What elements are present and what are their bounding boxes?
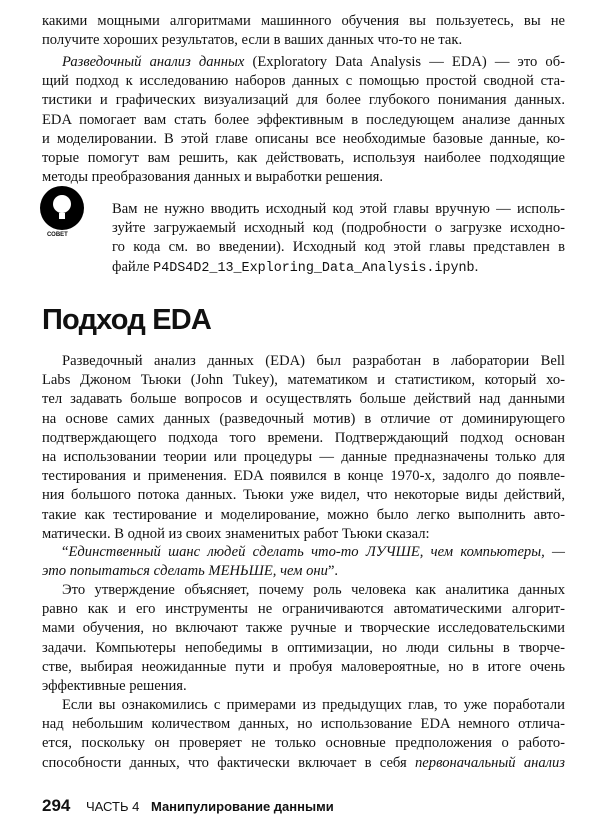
text-line <box>42 562 565 581</box>
tip-label: СОВЕТ <box>47 232 68 238</box>
text-line <box>42 486 565 505</box>
page-number: 294 <box>42 796 71 815</box>
lightbulb-icon <box>40 186 84 230</box>
text-line <box>42 168 565 187</box>
italic-text: первоначальный анализ <box>415 754 566 771</box>
text-segment: на использовании теории или процедуры — данные предназначены только для <box>42 448 565 465</box>
paragraph-human-role <box>42 581 565 696</box>
text-segment: го кода см. во введении). Исходный код этой главы представлен в <box>112 239 565 256</box>
text-line <box>112 258 565 277</box>
text-line <box>42 130 565 149</box>
text-segment: щий подход к исследованию наборов данных с помощью простой сводной ста- <box>42 73 565 90</box>
text-segment: какими мощными алгоритмами машинного обучения вы пользуетесь, вы не <box>42 13 565 29</box>
text-line <box>42 677 565 696</box>
text-segment: над небольшим количеством данных, но использование EDA немного отлича- <box>42 716 565 733</box>
text-segment: файле <box>112 258 154 275</box>
text-segment: ния большого потока данных. Тьюки уже видел, что некоторые виды действий, <box>42 487 565 504</box>
text-line <box>42 91 565 110</box>
text-segment: тел задавать больше вопросов и осуществлять больше действий над данными <box>42 391 565 408</box>
text-segment: получите хороших результатов, если в ваших данных что-то не так. <box>42 32 463 49</box>
text-line <box>42 31 565 50</box>
filename: P4DS4D2_13_Exploring_Data_Analysis.ipynb <box>153 260 475 276</box>
text-line <box>42 352 565 371</box>
italic-text: Единственный шанс людей сделать что-то ЛУЧШЕ, чем компьютеры, — <box>68 544 565 560</box>
text-line <box>42 525 565 544</box>
text-segment: подтверждающего подхода того времени. Подтверждающий подход основан <box>42 429 565 446</box>
text-segment: на основе самих данных (разведочный мотив) в отличие от доминирующего <box>42 410 565 427</box>
paragraph-eda-difference <box>42 696 565 773</box>
text-line <box>42 390 565 409</box>
tip-text <box>112 200 565 277</box>
part-label: ЧАСТЬ 4 <box>86 799 140 814</box>
text-segment: . <box>474 258 479 275</box>
text-segment: торые помогут вам решить, как действовать, используя наиболее подходящие <box>42 149 565 166</box>
paragraph-eda-history <box>42 352 565 544</box>
text-segment: матически. В одной из своих знаменитых работ Тьюки сказал: <box>42 525 430 542</box>
text-segment: (Exploratory Data Analysis — EDA) — это об- <box>244 54 565 70</box>
italic-text: это попытаться сделать МЕНЬШЕ, чем они <box>42 563 328 580</box>
text-line <box>42 149 565 168</box>
text-segment: мами обучения, но включают также ручные и творческие исследовательскими <box>42 620 565 637</box>
text-segment: Разведочный анализ данных (EDA) был разработан в лаборатории Bell <box>62 353 565 369</box>
text-line <box>42 754 565 773</box>
italic-text: Разведочный анализ данных <box>62 54 245 70</box>
paragraph-eda-definition <box>42 53 565 187</box>
text-segment: тестирования и применения. EDA появился в конце 1970-х, задолго до появле- <box>42 468 565 485</box>
text-segment: равно как и его инструменты не ограничиваются автоматическими алгорит- <box>42 601 565 618</box>
text-line <box>42 734 565 753</box>
text-line <box>42 410 565 429</box>
text-line <box>42 619 565 638</box>
text-segment: Вам не нужно вводить исходный код этой главы вручную — исполь- <box>112 201 565 217</box>
text-segment: Если вы ознакомились с примерами из предыдущих глав, то уже поработали <box>62 697 565 713</box>
section-heading: Подход EDA <box>42 304 212 336</box>
text-segment: эффективные решения. <box>42 677 187 694</box>
text-line <box>42 53 565 72</box>
text-line <box>42 111 565 130</box>
text-segment: ”. <box>327 563 339 580</box>
text-line <box>42 543 565 562</box>
paragraph-intro-end <box>42 12 565 50</box>
text-line <box>112 238 565 257</box>
part-title: Манипулирование данными <box>150 799 334 814</box>
text-line <box>42 429 565 448</box>
text-line <box>42 658 565 677</box>
text-line <box>42 506 565 525</box>
text-line <box>112 219 565 238</box>
text-line <box>42 639 565 658</box>
text-segment: Это утверждение объясняет, почему роль человека как аналитика данных <box>62 582 565 598</box>
text-segment: такие как тестирование и моделирование, можно было легко выполнить авто- <box>42 506 565 523</box>
text-segment: способности данных, что фактически включает в себя <box>42 754 415 771</box>
text-segment: EDA помогает вам стать более эффективным в последующем анализе данных <box>42 111 565 128</box>
tukey-quote <box>42 543 565 581</box>
text-line <box>42 715 565 734</box>
text-line <box>42 696 565 715</box>
text-segment: Labs Джоном Тьюки (John Tukey), математиком и статистиком, который хо- <box>42 372 565 389</box>
text-segment: “ <box>62 544 69 560</box>
text-line <box>42 12 565 31</box>
text-line <box>42 467 565 486</box>
text-segment: ется, поскольку он проверяет не только основные предположения о работо- <box>42 735 565 752</box>
text-line <box>42 581 565 600</box>
text-line <box>42 371 565 390</box>
text-line <box>42 72 565 91</box>
page-footer <box>42 796 334 816</box>
text-segment: тистики и графических визуализаций для более глубокого понимания данных. <box>42 92 565 109</box>
text-segment: методы преобразования данных и выработки решения. <box>42 169 383 186</box>
text-segment: задачи. Компьютеры непобедимы в оптимизации, но люди сильны в творче- <box>42 639 565 656</box>
text-line <box>42 448 565 467</box>
text-segment: стве, выбирая неожиданные пути и пробуя маловероятные, но в итоге очень <box>42 658 565 675</box>
text-line <box>42 600 565 619</box>
text-segment: зуйте загружаемый исходный код (подробности о загрузке исходно- <box>112 220 565 237</box>
text-line <box>112 200 565 219</box>
text-segment: и моделировании. В этой главе описаны все необходимые базовые данные, ко- <box>42 130 565 147</box>
